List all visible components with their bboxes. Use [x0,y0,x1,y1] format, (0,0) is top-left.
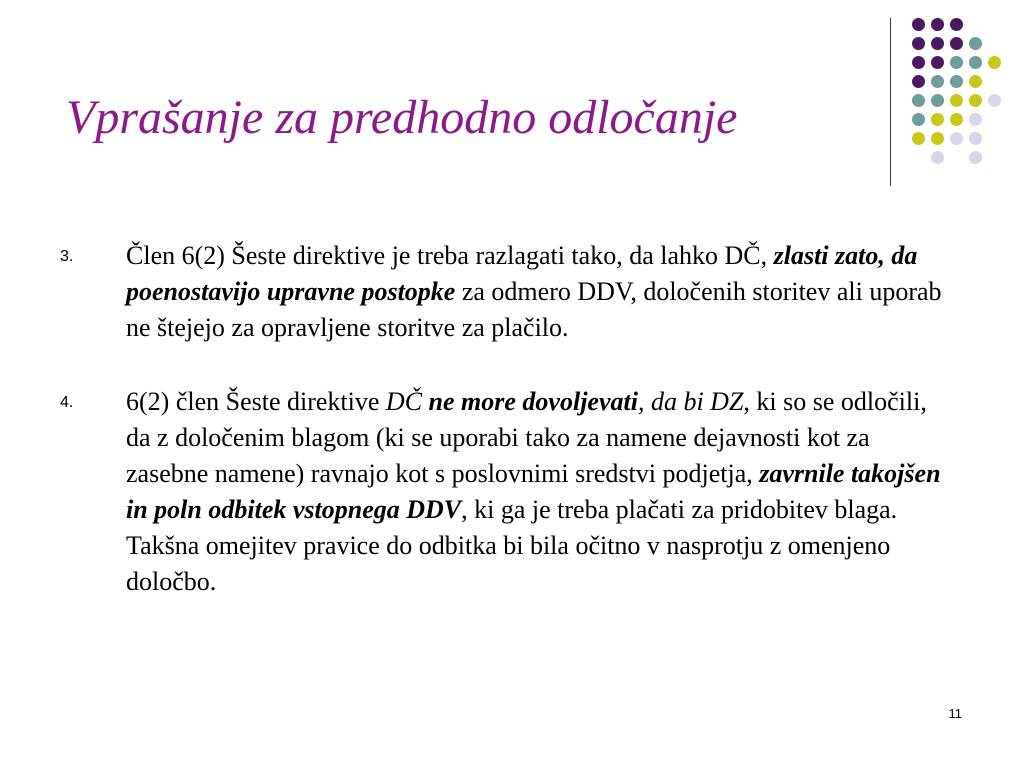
list-number: 4. [60,394,74,411]
dot [969,56,982,69]
text-segment: , ki ga je treba plačati za pridobitev blaga. Takšna omejitev pravice do odbitka bi bila očitno v nasprotju z omenjeno določbo. [126,495,898,596]
slide-title: Vprašanje za predhodno odločanje [66,91,738,144]
list-item-3 [60,238,960,346]
dot [969,94,982,107]
dot [931,113,944,126]
text-segment: Člen 6(2) Šeste direktive je treba razlagati tako, da lahko DČ, [126,241,774,270]
dot [950,94,963,107]
dot [912,132,925,145]
dot [931,151,944,164]
list-item-text [126,384,946,600]
italic-text: , da bi DZ [637,387,744,416]
dot [931,56,944,69]
list-number: 3. [60,248,74,265]
dot [931,18,944,31]
dot [931,37,944,50]
dot [950,56,963,69]
dot [912,56,925,69]
dot [950,37,963,50]
dot [912,113,925,126]
emphasis-text: zlasti zato, da poenostavijo upravne postopke [126,241,918,306]
dot [931,75,944,88]
dot [950,18,963,31]
dot [969,132,982,145]
dot [912,37,925,50]
dot [988,94,1001,107]
dot [969,113,982,126]
emphasis-text: ne more dovoljevati [428,387,638,416]
italic-text: DČ [385,387,423,416]
list-item-text [126,238,946,346]
dot [912,94,925,107]
dot [969,37,982,50]
dot [950,113,963,126]
dot [931,132,944,145]
dot [912,18,925,31]
dot [988,56,1001,69]
dot [969,151,982,164]
divider-line [890,18,891,186]
dot [931,94,944,107]
dot [969,75,982,88]
dot [912,75,925,88]
list-item-4 [60,384,960,600]
page-number: 11 [948,706,962,721]
text-segment: za odmero DDV, določenih storitev ali uporab ne štejejo za opravljene storitve za plačilo. [126,277,942,342]
dot [950,132,963,145]
dot [950,75,963,88]
text-segment: 6(2) člen Šeste direktive [126,387,386,416]
emphasis-text: zavrnile takojšen in poln odbitek vstopnega DDV [126,459,941,524]
content-list [60,238,960,638]
text-segment: , ki so se odločili, da z določenim blagom (ki se uporabi tako za namene dejavnosti kot za zasebne namene) ravnajo kot s poslovnimi sredstvi podjetja, [126,387,927,488]
